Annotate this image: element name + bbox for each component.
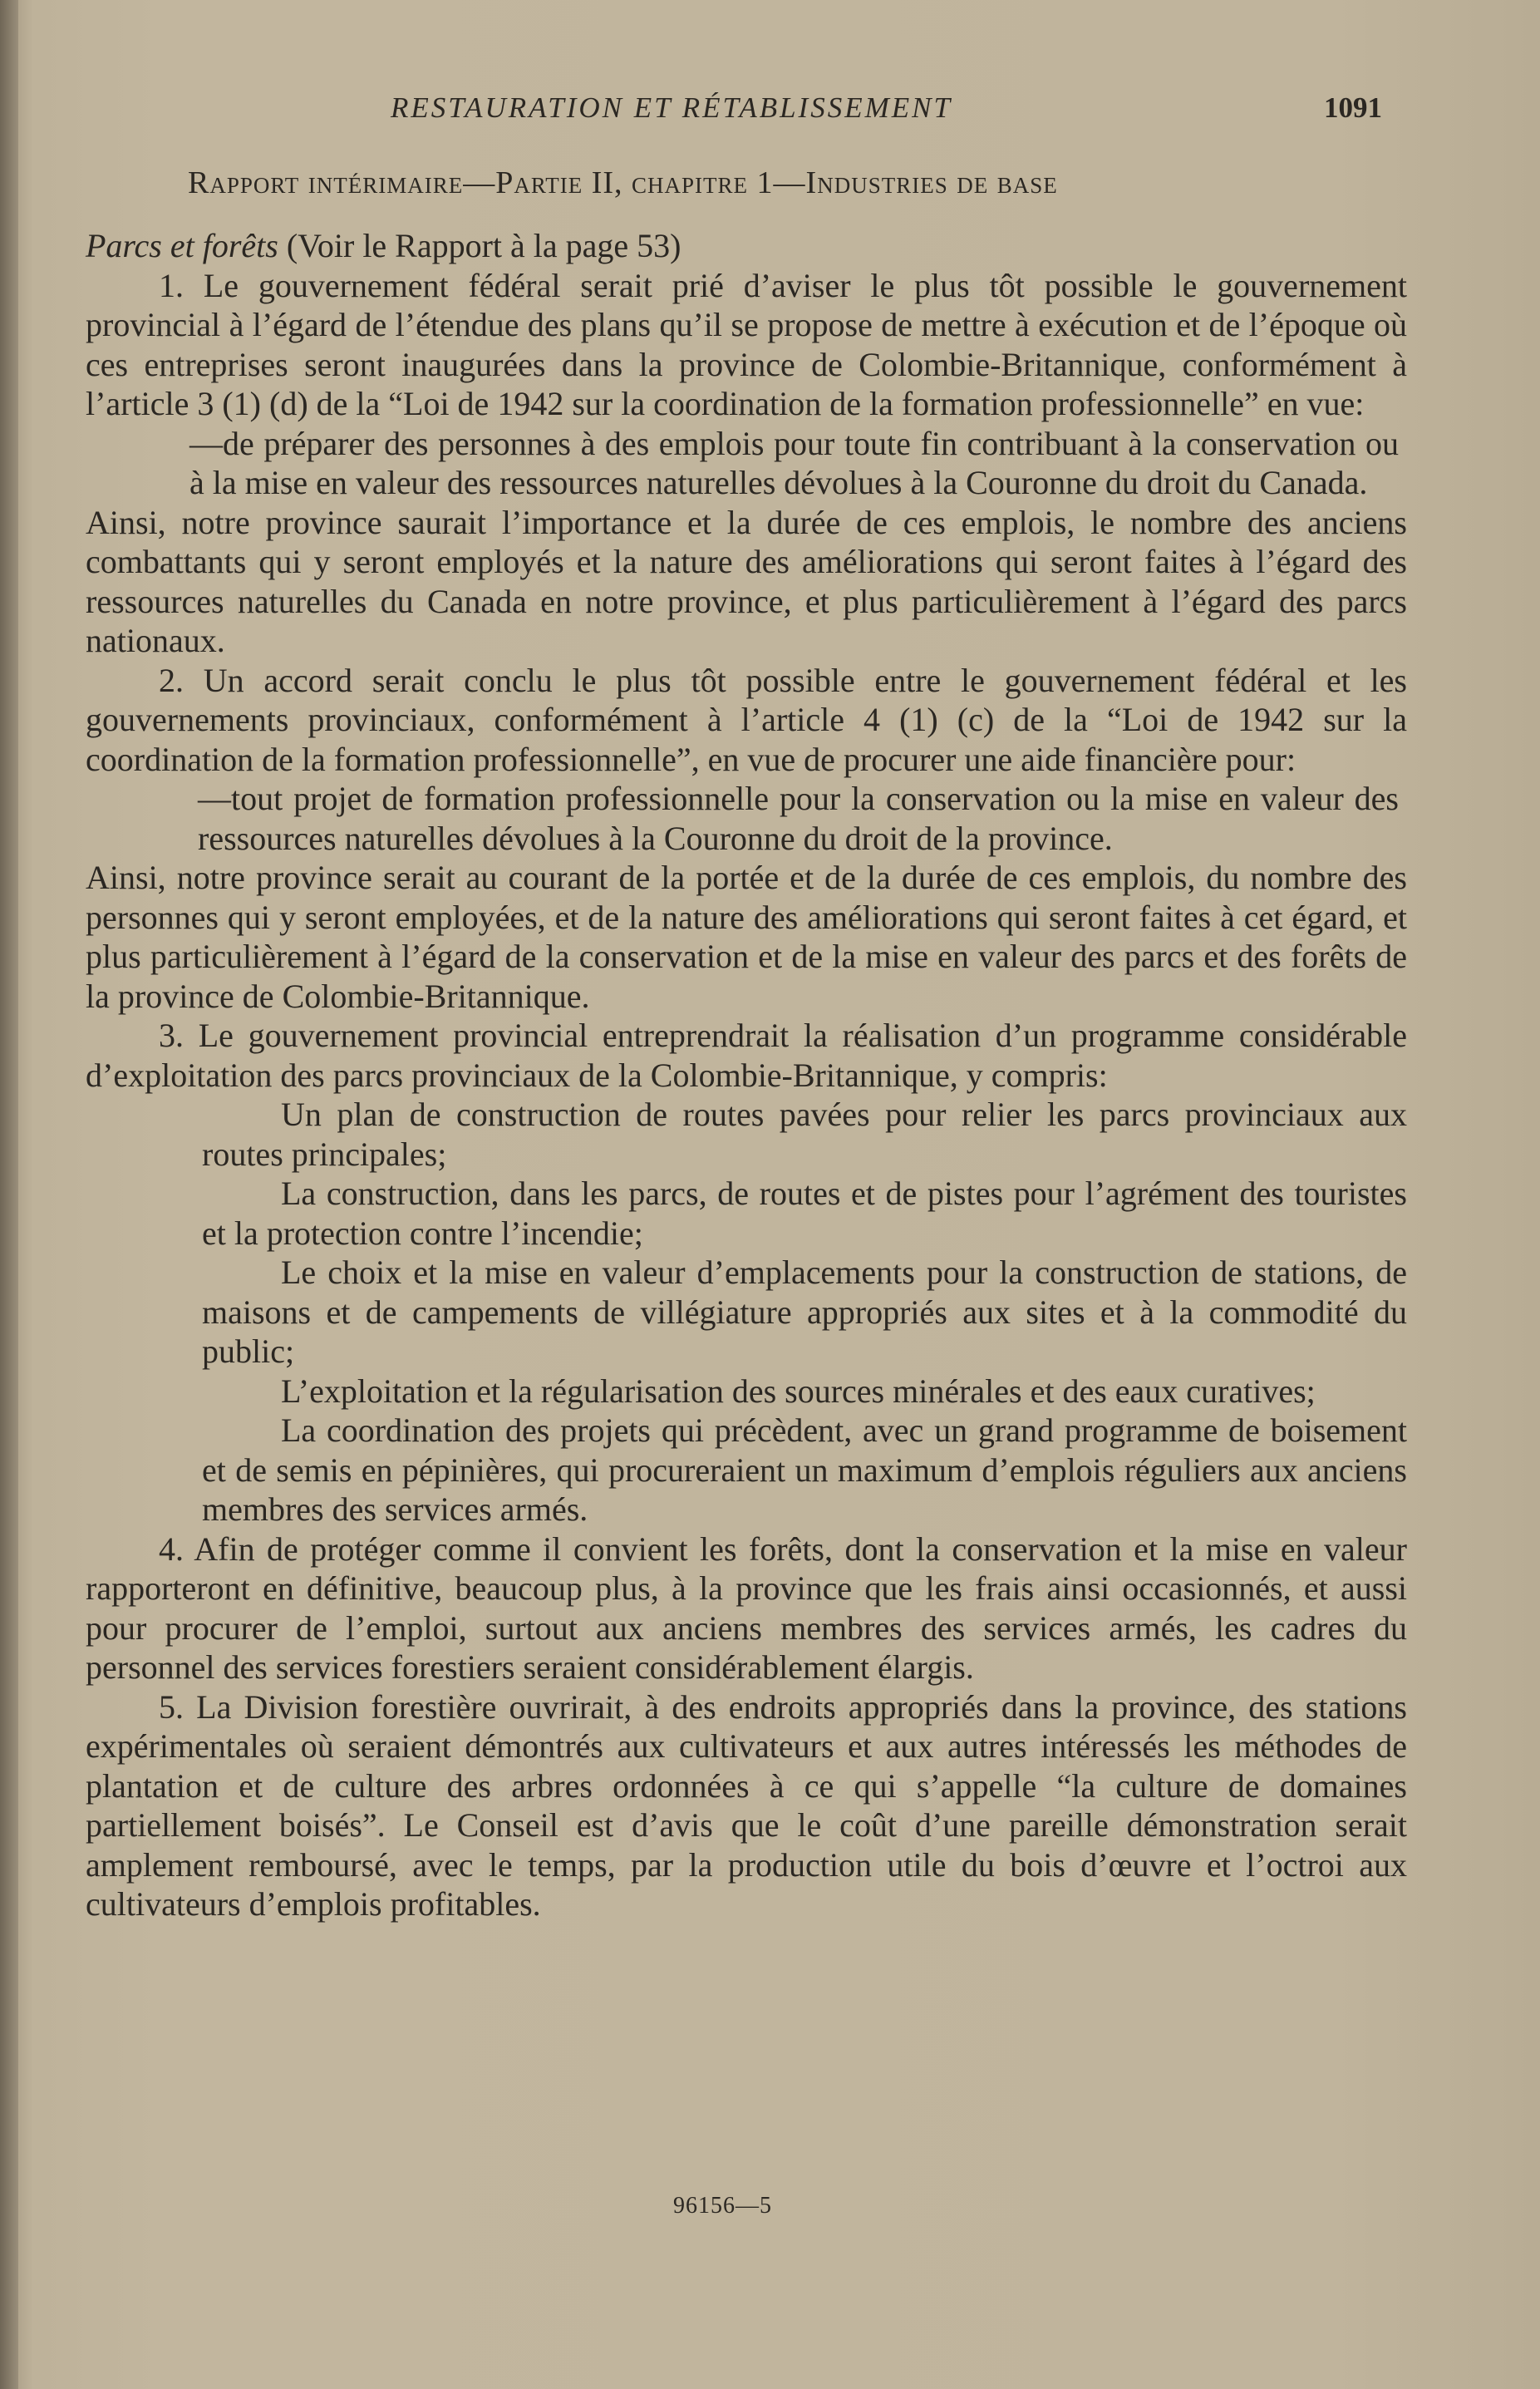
running-title: RESTAURATION ET RÉTABLISSEMENT <box>391 91 952 124</box>
paragraph-1: 1. Le gouvernement fédéral serait prié d’aviser le plus tôt possible le gouvernement provincial à l’égard de l’étendue des plans qu’il se propose de mettre à exécution et de l’époque où ces entreprises seront inaugurées dans la province de Colombie-Britannique, conformément à l’article 3 (1) (d) de la “Loi de 1942 sur la coordination de la formation professionnelle” en vue: <box>86 266 1407 422</box>
paragraph-2: 2. Un accord serait conclu le plus tôt possible entre le gouvernement fédéral et les gouvernements provinciaux, conformément à l’article 4 (1) (c) de la “Loi de 1942 sur la coordination de la formation professionnelle”, en vue de procurer une aide financière pour: <box>86 661 1407 778</box>
paragraph-3: 3. Le gouvernement provincial entreprendrait la réalisation d’un programme considérable d’exploitation des parcs provinciaux de la Colombie-Britannique, y compris: <box>86 1017 1407 1094</box>
section-title-reference: (Voir le Rapport à la page 53) <box>286 227 681 264</box>
paragraph-3-item-3: Le choix et la mise en valeur d’emplacements pour la construction de stations, de maisons et de campements de villégiature appropriés aux sites et à la commodité du public; <box>202 1254 1407 1370</box>
paragraph-4: 4. Afin de protéger comme il convient les forêts, dont la conservation et la mise en valeur rapporteront en définitive, beaucoup plus, à la province que les frais ainsi occasionnés, et aussi pour procurer de l’emploi, surtout aux anciens membres des services armés, les cadres du personnel des services forestiers seraient considérablement élargis. <box>86 1529 1407 1686</box>
body-text <box>86 226 1407 1924</box>
section-title <box>86 226 1407 266</box>
chapter-heading: Rapport intérimaire—Partie II, chapitre 1—Industries de base <box>188 165 1058 200</box>
section-title-italic: Parcs et forêts <box>86 227 278 264</box>
paragraph-5: 5. La Division forestière ouvrirait, à des endroits appropriés dans la province, des stations expérimentales où seraient démontrés aux cultivateurs et aux autres intéressés les méthodes de plantation et de culture des arbres ordonnées à ce qui s’appelle “la culture de domaines partiellement boisés”. Le Conseil est d’avis que le coût d’une pareille démonstration serait amplement remboursé, avec le temps, par la production utile du bois d’œuvre et l’octroi aux cultivateurs d’emplois profitables. <box>86 1687 1407 1923</box>
paragraph-3-item-1: Un plan de construction de routes pavées pour relier les parcs provinciaux aux routes principales; <box>202 1096 1407 1173</box>
paragraph-3-item-5: La coordination des projets qui précèdent, avec un grand programme de boisement et de semis en pépinières, qui procureraient un maximum d’emplois réguliers aux anciens membres des services armés. <box>202 1411 1407 1528</box>
paragraph-2-dash-clause: —tout projet de formation professionnelle pour la conservation ou la mise en valeur des ressources naturelles dévolues à la Couronne du droit de la province. <box>198 780 1399 857</box>
paragraph-3-item-4: L’exploitation et la régularisation des sources minérales et des eaux curatives; <box>281 1372 1316 1410</box>
paragraph-3-item-2: La construction, dans les parcs, de routes et de pistes pour l’agrément des touristes et la protection contre l’incendie; <box>202 1175 1407 1252</box>
book-spine-shadow <box>0 0 18 2389</box>
paragraph-1-dash-clause: —de préparer des personnes à des emplois pour toute fin contribuant à la conservation ou à la mise en valeur des ressources naturelles dévolues à la Couronne du droit du Canada. <box>189 424 1399 501</box>
printer-signature: 96156—5 <box>673 2193 772 2219</box>
page-number: 1091 <box>1324 91 1382 124</box>
paragraph-1-continuation: Ainsi, notre province saurait l’importance et la durée de ces emplois, le nombre des anciens combattants qui y seront employés et la nature des améliorations qui seront faites à l’égard des ressources naturelles du Canada en notre province, et plus particulièrement à l’égard des parcs nationaux. <box>86 503 1407 659</box>
paragraph-2-continuation: Ainsi, notre province serait au courant de la portée et de la durée de ces emplois, du nombre des personnes qui y seront employées, et de la nature des améliorations qui seront faites à cet égard, et plus particulièrement à l’égard de la conservation et de la mise en valeur des parcs et des forêts de la province de Colombie-Britannique. <box>86 859 1407 1015</box>
